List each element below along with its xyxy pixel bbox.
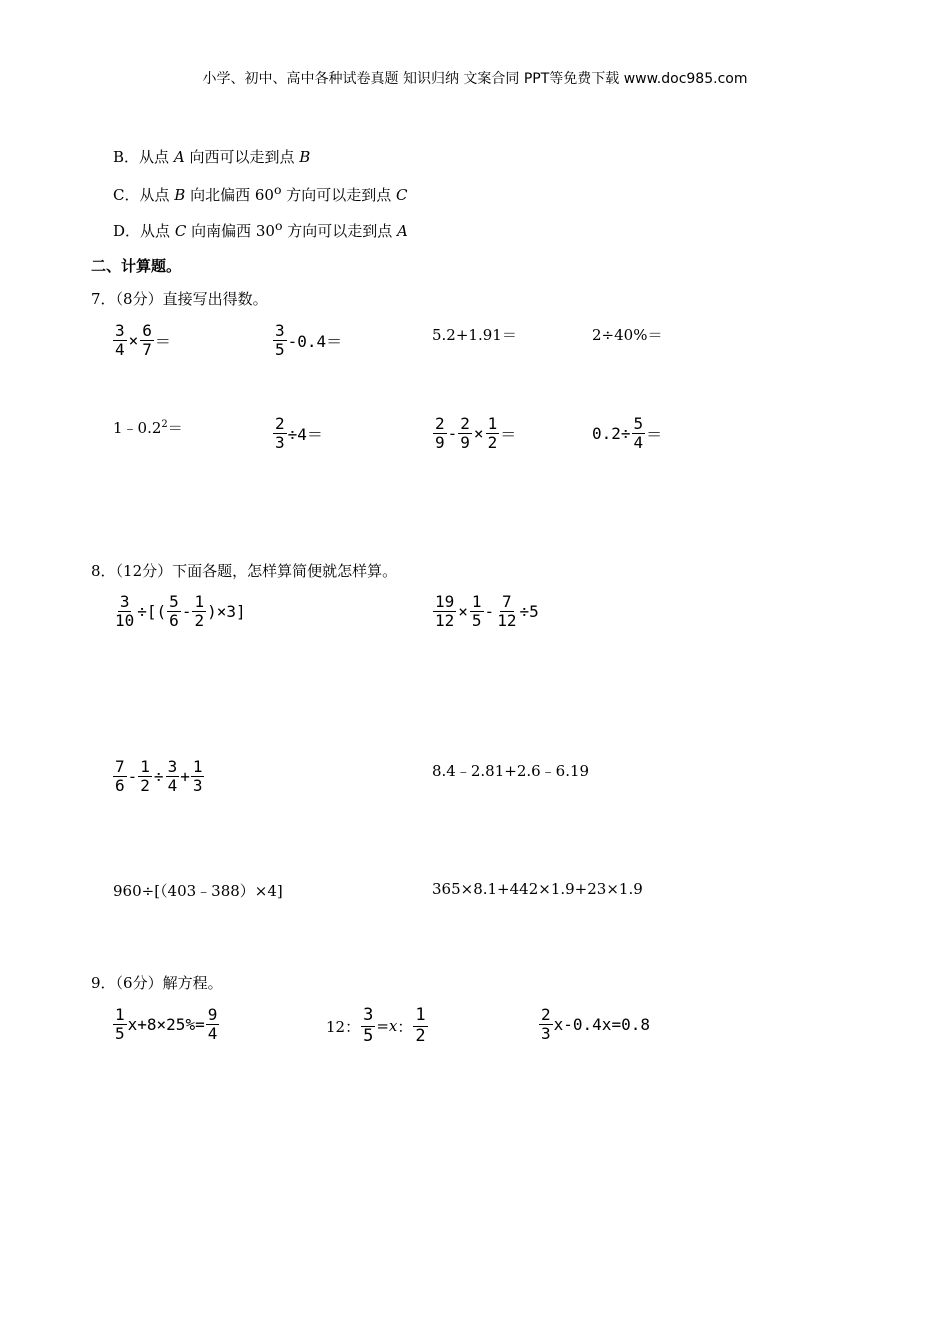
q8-title: 8．（12分）下面各题，怎样算简便就怎样算。 xyxy=(91,562,398,580)
fraction: $\frac{3}{4}$ xyxy=(115,321,125,360)
fraction: $\frac{7}{6}$ xyxy=(115,757,125,796)
page-header: 小学、初中、高中各种试卷真题 知识归纳 文案合同 PPT等免费下载 www.doc985.com xyxy=(202,71,748,87)
q7-expr-6: $\frac{2}{3}$ ÷4＝ xyxy=(275,414,323,453)
fraction: $\frac{5}{6}$ xyxy=(169,592,179,631)
q8-expr-6: 365×8.1+442×1.9+23×1.9 xyxy=(432,880,643,898)
fraction: $\frac{2}{9}$ xyxy=(435,414,445,453)
fraction: $\frac{1}{2}$ xyxy=(415,1005,426,1046)
q9-title: 9．（6分）解方程。 xyxy=(91,974,223,992)
q8-expr-5: 960÷[（403﹣388）×4] xyxy=(113,882,283,900)
q7-expr-1: $\frac{3}{4}$ × $\frac{6}{7}$ ＝ xyxy=(115,321,171,360)
q8-expr-4: 8.4﹣2.81+2.6﹣6.19 xyxy=(432,762,590,780)
fraction: $\frac{9}{4}$ xyxy=(207,1005,218,1044)
fraction: $\frac{3}{10}$ xyxy=(115,592,135,631)
fraction: $\frac{2}{9}$ xyxy=(460,414,470,453)
fraction: $\frac{3}{5}$ xyxy=(363,1005,374,1046)
fraction: $\frac{5}{4}$ xyxy=(633,414,644,453)
option-b: B．从点 A 向西可以走到点 B xyxy=(113,148,311,166)
fraction: $\frac{7}{12}$ xyxy=(497,592,517,631)
option-d: D．从点 C 向南偏西 30$^o$ 方向可以走到点 A xyxy=(113,218,408,240)
q7-expr-8: 0.2÷ $\frac{5}{4}$ ＝ xyxy=(592,414,663,453)
section-heading: 二、计算题。 xyxy=(91,257,182,275)
fraction: $\frac{6}{7}$ xyxy=(142,321,152,360)
q7-expr-7: $\frac{2}{9}$ - $\frac{2}{9}$ × $\frac{1}{2}$ ＝ xyxy=(435,414,517,453)
fraction: $\frac{1}{5}$ xyxy=(115,1005,125,1044)
fraction: $\frac{1}{2}$ xyxy=(194,592,205,631)
fraction: $\frac{2}{3}$ xyxy=(541,1005,551,1044)
fraction: $\frac{2}{3}$ xyxy=(275,414,285,453)
q9-equation-1: $\frac{1}{5}$ x+8×25%= $\frac{9}{4}$ xyxy=(115,1005,218,1044)
fraction: $\frac{19}{12}$ xyxy=(435,592,455,631)
q8-expr-3: $\frac{7}{6}$ - $\frac{1}{2}$ ÷ $\frac{3}{4}$ + $\frac{1}{3}$ xyxy=(115,757,203,796)
q7-expr-3: 5.2+1.91＝ xyxy=(432,326,517,344)
q9-equation-2: 12： $\frac{3}{5}$ = x ： $\frac{1}{2}$ xyxy=(326,1005,426,1046)
fraction: $\frac{3}{4}$ xyxy=(167,757,178,796)
q7-expr-2: $\frac{3}{5}$ -0.4＝ xyxy=(275,321,343,360)
q7-expr-4: 2÷40%＝ xyxy=(592,326,663,344)
fraction: $\frac{1}{3}$ xyxy=(192,757,203,796)
q8-expr-2: $\frac{19}{12}$ × $\frac{1}{5}$ - $\frac{7}{12}$ ÷5 xyxy=(435,592,539,631)
fraction: $\frac{1}{5}$ xyxy=(471,592,482,631)
q9-equation-3: $\frac{2}{3}$ x-0.4x=0.8 xyxy=(541,1005,650,1044)
fraction: $\frac{1}{2}$ xyxy=(487,414,498,453)
fraction: $\frac{1}{2}$ xyxy=(140,757,150,796)
fraction: $\frac{3}{5}$ xyxy=(275,321,285,360)
option-c: C．从点 B 向北偏西 60$^o$ 方向可以走到点 C xyxy=(113,182,408,204)
q8-expr-1: $\frac{3}{10}$ ÷[( $\frac{5}{6}$ - $\frac{1}{2}$ )×3] xyxy=(115,592,246,631)
q7-title: 7．（8分）直接写出得数。 xyxy=(91,290,268,308)
q7-expr-5: $1﹣0.2^2=$ xyxy=(113,419,183,437)
